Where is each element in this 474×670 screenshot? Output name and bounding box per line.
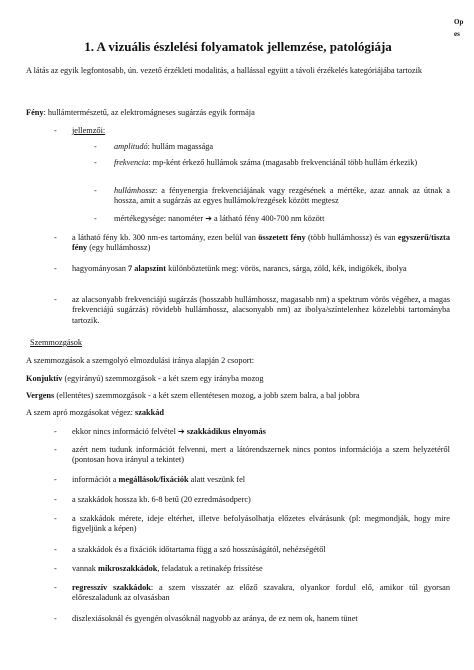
feny-item-text: : mp-ként érkező hullámok száma (magasabb frekvenciánál több hullám érkezik) [148,158,418,167]
szakkad-item-text: információt a [72,475,119,484]
szakkad-item-text: azért nem tudunk információt felvenni, mert a látórendszernek nincs pontos információja a szem helyzetéről (pontosan hova irányul a tekintet) [72,445,450,465]
szakkad-item-text: diszlexiásoknál és gyengén olvasóknál nagyobb az aránya, de ez nem ok, hanem tünet [72,614,358,623]
szakkad-item-bold: szakkádikus elnyomás [184,427,266,436]
szakkad-item [54,614,450,624]
intro-paragraph: A látás az egyik legfontosabb, ún. vezető érzékleti modalitás, a hallással együtt a távoli érzékelés kategóriájába tartozik [26,66,423,75]
feny-item [94,186,450,207]
szakkad-item-text: a szakkádok hossza kb. 6-8 betű (20 ezredmásodperc) [72,495,251,504]
corner-fragment-line: Op [454,18,464,26]
feny-item-term: frekvencia [114,158,149,167]
arrow-right-icon: ➔ [177,427,185,436]
konjuktiv-text: (egyirányú) szemmozgások - a két szem egy irányba mozog [62,374,264,383]
jellemzoi-label: jellemzői: [72,126,106,135]
feny-item-text: : hullám magassága [147,142,214,151]
spectrum-range-text: a látható fény kb. 300 nm-es tartomány, ezen belül van [72,233,259,242]
apro-bold: szakkád [134,408,165,417]
szem-vergens [26,391,450,401]
spectrum-colors-bold: 7 alapszínt [128,264,167,273]
szakkad-item [54,495,450,505]
bullet-dash: - [54,583,57,592]
szakkad-item [54,445,450,466]
szakkad-item-text: ekkor nincs információ felvétel [72,427,178,436]
szem-konjuktiv [26,374,450,384]
szakkad-item-text: alatt veszünk fel [188,475,246,484]
bullet-dash: - [54,495,57,504]
konjuktiv-label: Konjuktív [26,374,63,383]
vergens-text: (ellentétes) szemmozgások - a két szem ellentétesen mozog, a jobb szem balra, a bal jobbra [54,391,360,400]
szakkad-item [54,583,451,604]
szakkad-item-text: a szakkádok és a fixációk időtartama függ a szó hosszúságától, nehézségétől [72,545,326,554]
feny-mertekegyseg [94,214,450,224]
bullet-dash: - [94,142,97,151]
szakkad-item-bold: regresszív szakkádok [72,583,151,592]
document-page [26,38,451,623]
mertekegyseg-rest: a látható fény 400-700 nm között [211,214,325,223]
section-heading-text: Szemmozgások [30,338,83,347]
bullet-dash: - [54,475,57,484]
bullet-dash: - [54,427,57,436]
bullet-dash: - [94,214,97,223]
feny-jellemzoi [54,126,450,136]
arrow-right-icon: ➔ [205,214,212,223]
bullet-dash: - [54,295,57,304]
section-heading-szemmozgasok [30,338,454,348]
bullet-dash: - [54,445,57,454]
szakkad-item [54,475,450,485]
bullet-dash: - [54,126,57,135]
spectrum-range-text: (egy hullámhossz) [87,243,151,253]
feny-text: : hullámtermészetű, az elektromágneses sugárzás egyik formája [43,108,255,117]
feny-definition [26,108,450,118]
spectrum-lowfreq-text: az alacsonyabb frekvenciájú sugárzás (hosszabb hullámhossz, magasabb nm) a spektrum vörös végéhez, a magas frekvenciájú sugárzás) rövidebb hullámhossz, alacsonyabb nm) az ibolya/színtelenhez közelebbi tartományba tartozik. [72,295,450,325]
feny-item-term: amplitudó [114,142,148,151]
corner-fragment-line: es [454,30,460,38]
spectrum-range-bold: összetett fény [258,233,306,242]
mertekegyseg-text: mértékegysége: nanométer [114,214,206,223]
szakkad-item-text: a szakkádok mérete, ideje eltérhet, illetve befolyásolhatja előzetes elvárásunk (pl: megmondják, hogy mire figyeljünk a képen) [72,514,450,534]
corner-fragment [454,16,468,40]
feny-item-term: hullámhossz [114,186,156,195]
bullet-dash: - [54,514,57,523]
bullet-dash: - [54,614,57,623]
szakkad-item-bold: mikroszakkádok [98,564,158,573]
vergens-label: Vergens [26,391,55,400]
szakkad-item [54,564,450,574]
spectrum-range-text: (több hullámhossz) és van [305,233,398,242]
szakkad-item [54,427,450,437]
spectrum-lowfreq [54,295,450,326]
feny-item [94,142,450,152]
szakkad-item-text: vannak [72,564,99,573]
bullet-dash: - [94,186,97,195]
apro-text: A szem apró mozgásokat végez: [26,408,135,417]
szakkad-item-bold: megállások/fixációk [118,475,189,484]
spectrum-colors [54,264,450,274]
feny-item [94,158,450,168]
bullet-dash: - [54,564,57,573]
bullet-dash: - [54,264,57,273]
szakkad-item-text: : a szem visszatér az előző szavakra, olyankor fordul elő, amikor túl gyorsan előreszaladunk az olvasásban [72,583,451,603]
feny-label: Fény [26,108,44,117]
szakkad-item [54,514,450,535]
szem-intro: A szemmozgások a szemgolyó elmozdulási iránya alapján 2 csoport: [26,356,255,365]
bullet-dash: - [54,233,57,242]
bullet-dash: - [94,158,97,167]
szakkad-item [54,545,450,555]
document-title: 1. A vizuális észlelési folyamatok jellemzése, patológiája [84,39,392,54]
spectrum-colors-text: különböztetünk meg: vörös, narancs, sárga, zöld, kék, indigókék, ibolya [166,264,407,273]
feny-item-text: : a fényenergia frekvenciájának vagy rezgésének a mértéke, azaz annak az útnak a hossza, amit a sugárzás az egyes hullámok/rezgések között megtesz [114,186,450,206]
szem-apro [26,408,450,418]
spectrum-colors-text: hagyományosan [72,264,128,273]
spectrum-range-bold: egyszerű/tiszta fény [72,233,450,253]
bullet-dash: - [54,545,57,554]
szakkad-item-text: , feladatuk a retinakép frissítése [157,564,263,573]
spectrum-range [54,233,450,254]
